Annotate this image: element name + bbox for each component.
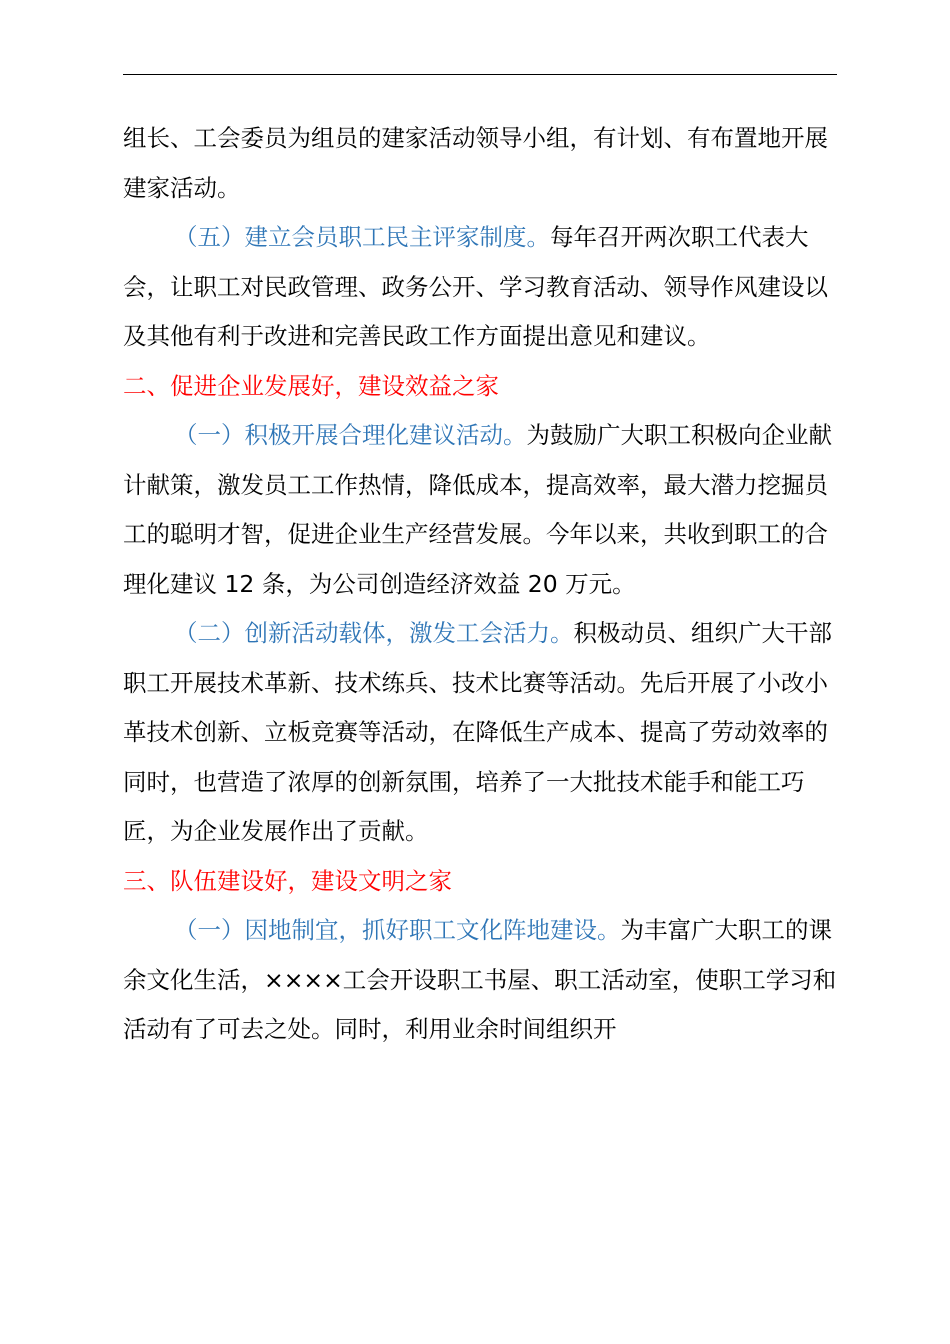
section-heading-civilized-home [123, 857, 851, 907]
subsection-title: （二）创新活动载体，激发工会活力。 [174, 619, 574, 647]
paragraph-cultural-position [123, 906, 851, 1055]
paragraph-rationalization [123, 411, 851, 609]
paragraph-text: 积极动员、组织广大干部职工开展技术革新、技术练兵、技术比赛等活动。先后开展了小改小革技术创新、立板竞赛等活动，在降低生产成本、提高了劳动效率的同时，也营造了浓厚的创新氛围，培养了一大批技术能手和能工巧匠，为企业发展作出了贡献。 [123, 619, 832, 845]
section-heading-benefit-home [123, 362, 851, 412]
section-heading-text: 二、促进企业发展好，建设效益之家 [123, 371, 499, 400]
document-body [123, 114, 851, 1055]
section-heading-text: 三、队伍建设好，建设文明之家 [123, 866, 452, 895]
subsection-title: （一）积极开展合理化建议活动。 [174, 421, 527, 449]
paragraph-text: 组长、工会委员为组员的建家活动领导小组，有计划、有布置地开展建家活动。 [123, 124, 828, 202]
paragraph-text: 每年召开两次职工代表大会，让职工对民政管理、政务公开、学习教育活动、领导作风建设以及其他有利于改进和完善民政工作方面提出意见和建议。 [123, 223, 828, 350]
paragraph-text: 为鼓励广大职工积极向企业献计献策，激发员工工作热情，降低成本，提高效率，最大潜力挖掘员工的聪明才智，促进企业生产经营发展。今年以来，共收到职工的合理化建议 12 条，为公司创造经济效益 20 万元。 [123, 421, 832, 598]
paragraph-continuation [123, 114, 851, 213]
header-rule [123, 74, 837, 75]
paragraph-democratic-evaluation [123, 213, 851, 362]
paragraph-innovation [123, 609, 851, 857]
subsection-title: （五）建立会员职工民主评家制度。 [174, 223, 550, 251]
subsection-title: （一）因地制宜，抓好职工文化阵地建设。 [174, 916, 621, 944]
paragraph-text: 为丰富广大职工的课余文化生活，××××工会开设职工书屋、职工活动室，使职工学习和活动有了可去之处。同时，利用业余时间组织开 [123, 916, 837, 1043]
